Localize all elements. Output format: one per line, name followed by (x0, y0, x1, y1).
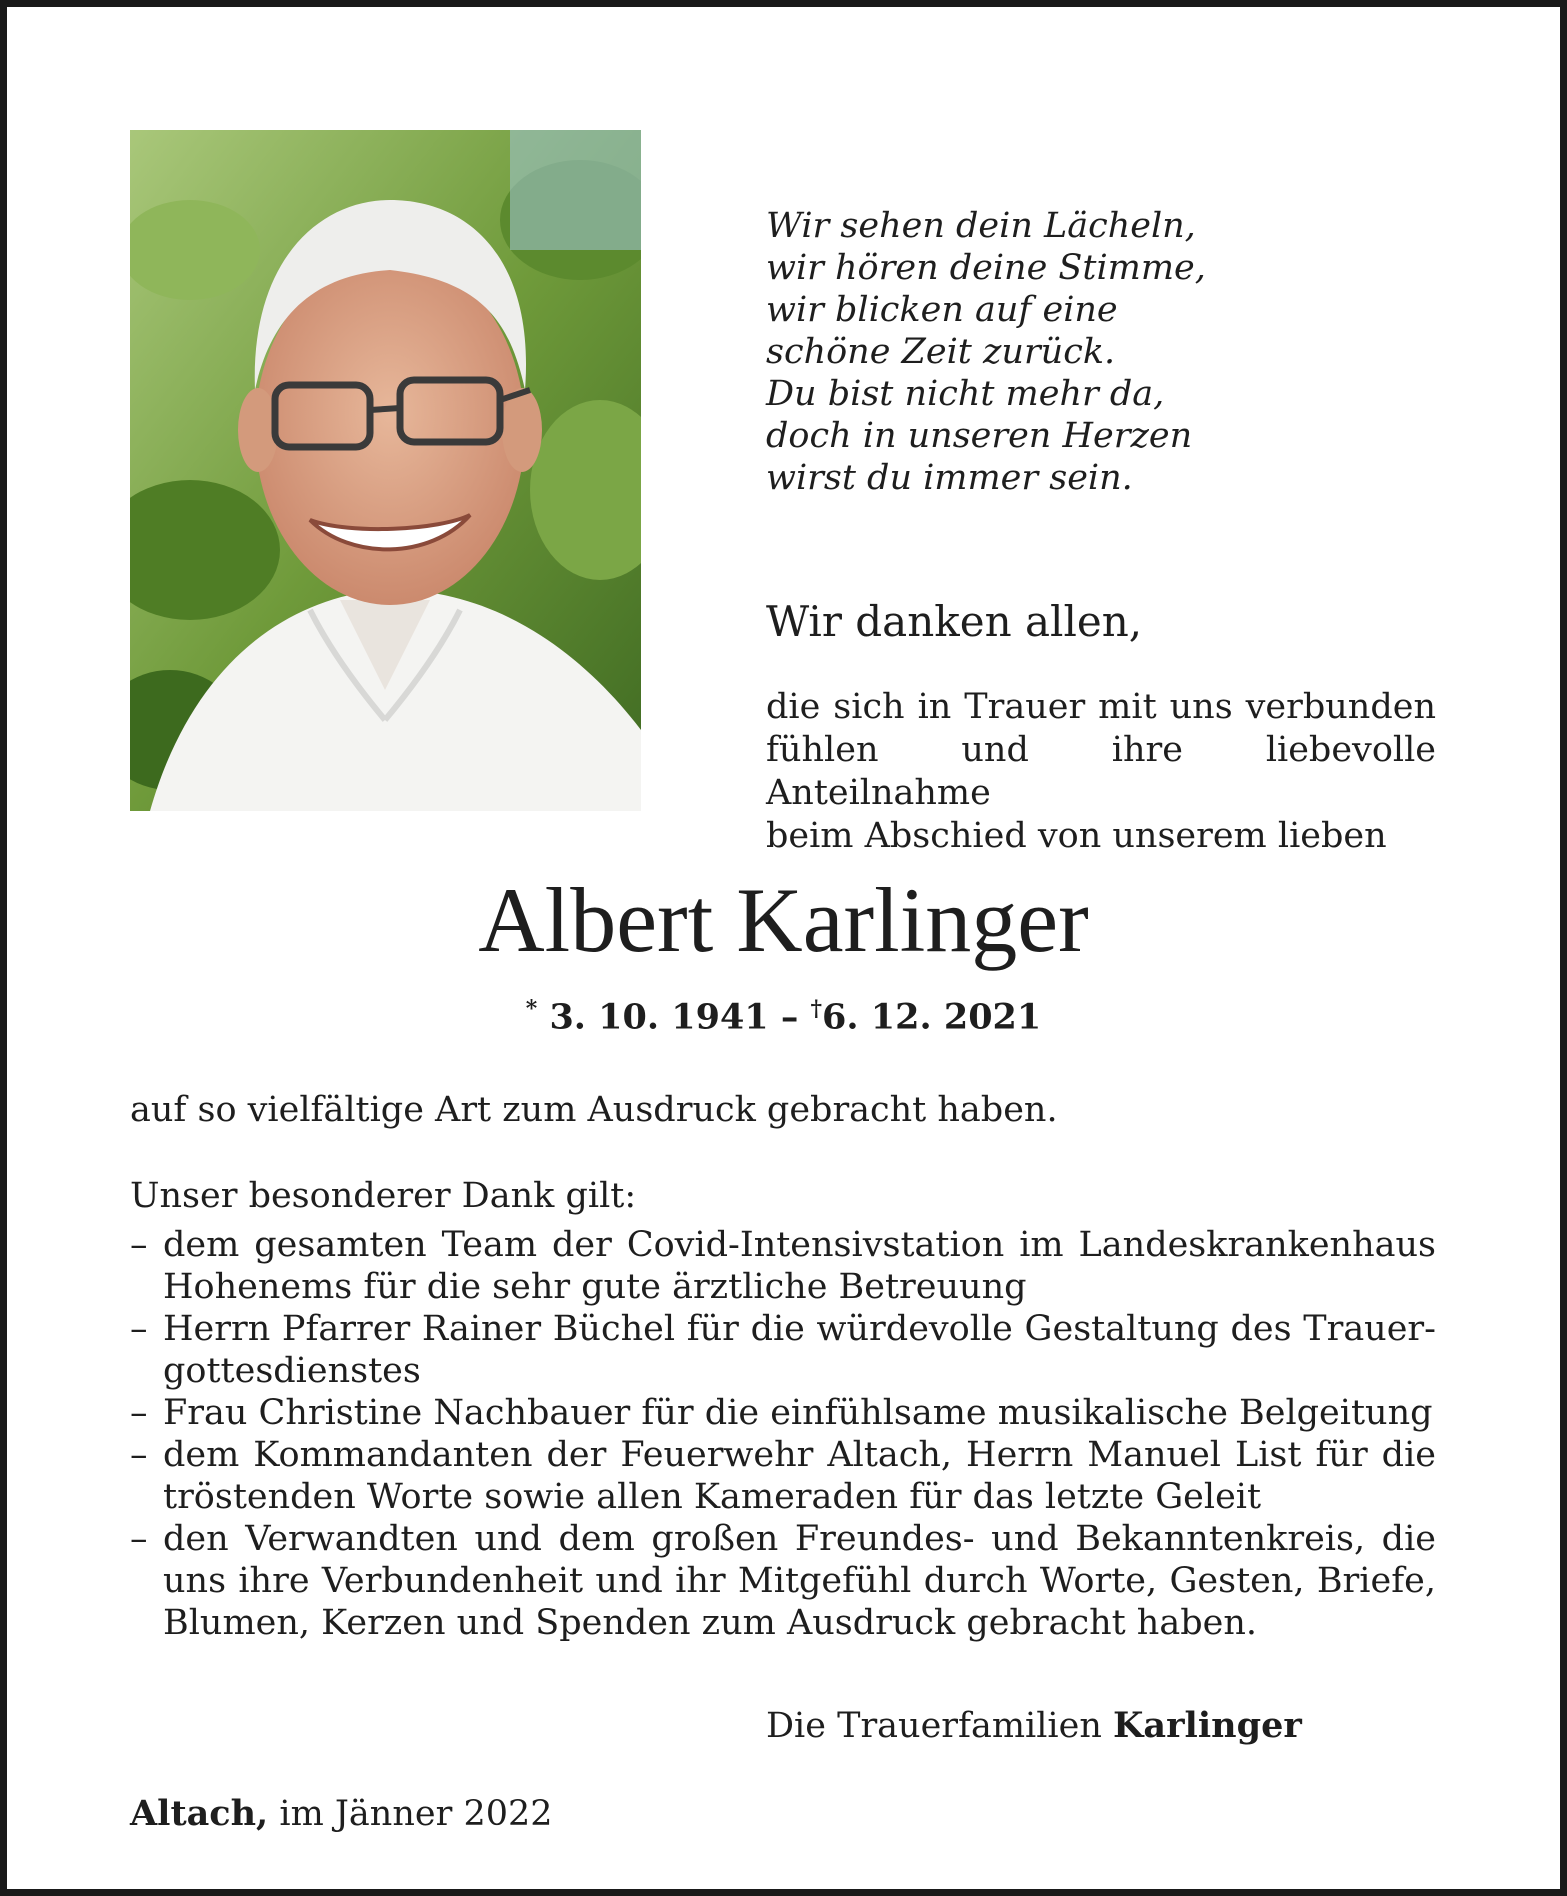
list-item-line: den Verwandten und dem großen Freundes- und Bekanntenkreis, die (163, 1519, 1436, 1559)
poem-line: doch in unseren Herzen (766, 416, 1193, 456)
signature-prefix: Die Trauerfamilien (766, 1706, 1102, 1746)
intro-line: fühlen und ihre liebevolle Anteilnahme (766, 730, 1436, 813)
death-date: 6. 12. 2021 (822, 996, 1042, 1038)
place-date (130, 1793, 553, 1834)
list-item (130, 1392, 1436, 1434)
thanks-list (130, 1224, 1436, 1644)
town: Altach, (130, 1793, 269, 1834)
date-separator: – (780, 996, 799, 1038)
dash: – (130, 1435, 148, 1475)
list-item (130, 1224, 1436, 1308)
poem-line: schöne Zeit zurück. (766, 332, 1116, 372)
list-item (130, 1518, 1436, 1644)
list-item-line: dem gesamten Team der Covid-Intensivstation im Landeskrankenhaus (163, 1225, 1436, 1265)
poem-line: wir blicken auf eine (766, 290, 1118, 330)
poem-line: wir hören deine Stimme, (766, 248, 1206, 288)
birth-date: 3. 10. 1941 (549, 996, 769, 1038)
list-item-line: Frau Christine Nachbauer für die einfühlsame musikalische Belgeitung (163, 1393, 1433, 1433)
dash: – (130, 1519, 148, 1559)
closing-line: auf so vielfältige Art zum Ausdruck gebracht haben. (130, 1090, 1058, 1130)
list-item-line: Hohenems für die sehr gute ärztliche Betreuung (163, 1267, 1027, 1307)
death-symbol: † (810, 996, 823, 1022)
portrait-photo (130, 130, 641, 811)
dash: – (130, 1393, 148, 1433)
dash: – (130, 1225, 148, 1265)
birth-symbol: * (525, 996, 538, 1022)
list-item (130, 1308, 1436, 1392)
memorial-poem (766, 205, 1206, 499)
poem-line: Du bist nicht mehr da, (766, 374, 1165, 414)
list-item-line: tröstenden Worte sowie allen Kameraden für das letzte Geleit (163, 1477, 1262, 1517)
family-signature (766, 1705, 1302, 1746)
intro-line: die sich in Trauer mit uns verbunden (766, 687, 1436, 727)
poem-line: Wir sehen dein Lächeln, (766, 206, 1196, 246)
intro-line: beim Abschied von unserem lieben (766, 816, 1387, 856)
family-name: Karlinger (1113, 1705, 1302, 1746)
list-item-line: uns ihre Verbundenheit und ihr Mitgefühl durch Worte, Gesten, Briefe, (163, 1561, 1436, 1601)
thanks-heading: Wir danken allen, (766, 597, 1143, 646)
list-item-line: Herrn Pfarrer Rainer Büchel für die würdevolle Gestaltung des Trauer- (163, 1309, 1436, 1349)
month-year: im Jänner 2022 (279, 1794, 553, 1834)
list-item-line: dem Kommandanten der Feuerwehr Altach, Herrn Manuel List für die (163, 1435, 1436, 1475)
poem-line: wirst du immer sein. (766, 458, 1133, 498)
list-item (130, 1434, 1436, 1518)
deceased-name: Albert Karlinger (478, 869, 1089, 971)
list-item-line: Blumen, Kerzen und Spenden zum Ausdruck gebracht haben. (163, 1603, 1257, 1643)
dash: – (130, 1309, 148, 1349)
list-item-line: gottesdienstes (163, 1351, 421, 1391)
thanks-intro (766, 686, 1436, 858)
special-thanks-heading: Unser besonderer Dank gilt: (130, 1176, 637, 1216)
life-dates (0, 996, 1567, 1038)
